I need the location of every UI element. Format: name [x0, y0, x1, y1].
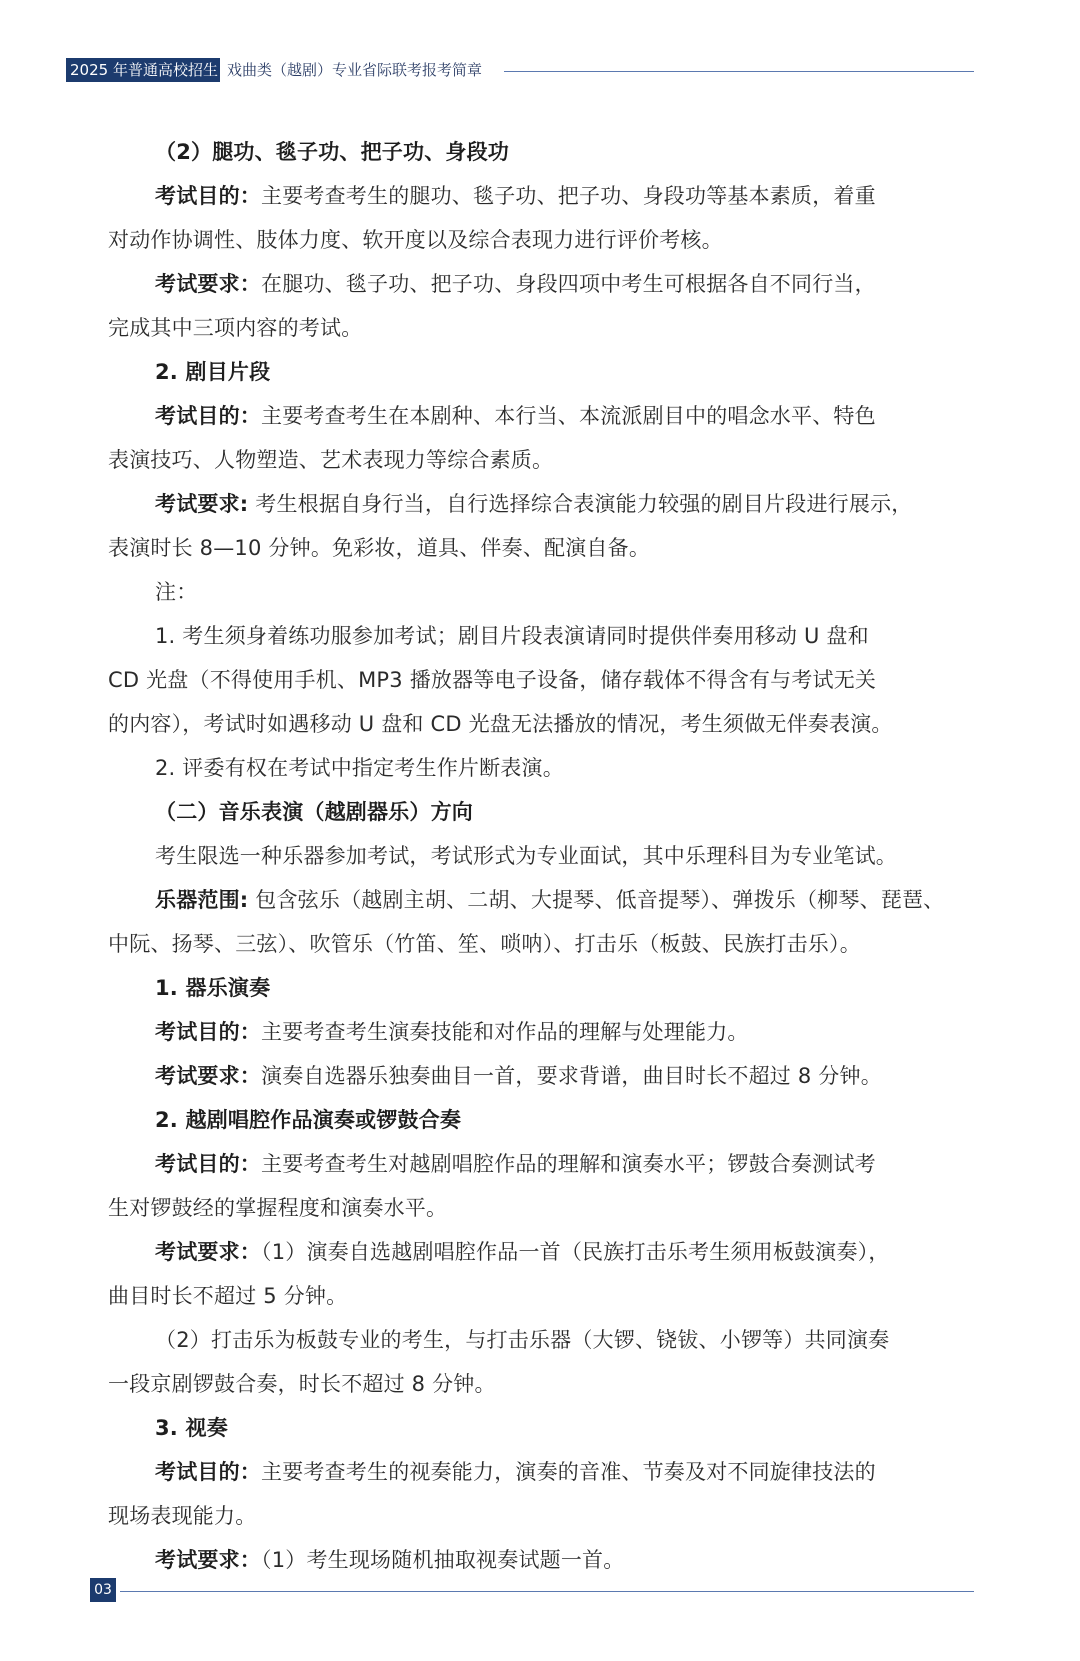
- paragraph-line: 考试要求：（1）演奏自选越剧唱腔作品一首（民族打击乐考生须用板鼓演奏），: [155, 1240, 890, 1264]
- paragraph-line: 一段京剧锣鼓合奏，时长不超过 8 分钟。: [108, 1372, 496, 1396]
- heading-vocal-or-gong: 2. 越剧唱腔作品演奏或锣鼓合奏: [155, 1108, 462, 1132]
- paragraph-line: 完成其中三项内容的考试。: [108, 316, 363, 340]
- header-year-badge: 2025 年普通高校招生: [66, 58, 220, 82]
- heading-repertoire: 2. 剧目片段: [155, 360, 271, 384]
- paragraph-line: 表演技巧、人物塑造、艺术表现力等综合素质。: [108, 448, 554, 472]
- paragraph-line: 生对锣鼓经的掌握程度和演奏水平。: [108, 1196, 448, 1220]
- paragraph-line: 考试目的：主要考查考生在本剧种、本行当、本流派剧目中的唱念水平、特色: [155, 404, 876, 428]
- note-label: 注：: [155, 580, 198, 604]
- heading-leg-work: （2）腿功、毯子功、把子功、身段功: [155, 140, 510, 164]
- paragraph-line: （2）打击乐为板鼓专业的考生，与打击乐器（大锣、铙钹、小锣等）共同演奏: [155, 1328, 890, 1352]
- paragraph-line: 考生限选一种乐器参加考试，考试形式为专业面试，其中乐理科目为专业笔试。: [155, 844, 897, 868]
- paragraph-line: 考试要求：在腿功、毯子功、把子功、身段四项中考生可根据各自不同行当，: [155, 272, 876, 296]
- page-footer: [90, 1578, 974, 1604]
- footer-divider: [120, 1591, 974, 1592]
- paragraph-line: 乐器范围: 包含弦乐（越剧主胡、二胡、大提琴、低音提琴）、弹拨乐（柳琴、琵琶、: [155, 888, 945, 912]
- paragraph-line: 1. 考生须身着练功服参加考试；剧目片段表演请同时提供伴奏用移动 U 盘和: [155, 624, 869, 648]
- paragraph-line: 考试目的：主要考查考生演奏技能和对作品的理解与处理能力。: [155, 1020, 749, 1044]
- paragraph-line: 考试目的：主要考查考生的腿功、毯子功、把子功、身段功等基本素质，着重: [155, 184, 876, 208]
- paragraph-line: 现场表现能力。: [108, 1504, 257, 1528]
- paragraph-line: 表演时长 8—10 分钟。免彩妆，道具、伴奏、配演自备。: [108, 536, 651, 560]
- paragraph-line: 考试目的：主要考查考生的视奏能力，演奏的音准、节奏及对不同旋律技法的: [155, 1460, 876, 1484]
- paragraph-line: 2. 评委有权在考试中指定考生作片断表演。: [155, 756, 564, 780]
- paragraph-line: CD 光盘（不得使用手机、MP3 播放器等电子设备，储存载体不得含有与考试无关: [108, 668, 877, 692]
- paragraph-line: 考试要求：演奏自选器乐独奏曲目一首，要求背谱，曲目时长不超过 8 分钟。: [155, 1064, 882, 1088]
- paragraph-line: 考试要求：（1）考生现场随机抽取视奏试题一首。: [155, 1548, 625, 1572]
- paragraph-line: 中阮、扬琴、三弦）、吹管乐（竹笛、笙、唢呐）、打击乐（板鼓、民族打击乐）。: [108, 932, 861, 956]
- page-body: [108, 130, 974, 1582]
- paragraph-line: 对动作协调性、肢体力度、软开度以及综合表现力进行评价考核。: [108, 228, 723, 252]
- paragraph-line: 曲目时长不超过 5 分钟。: [108, 1284, 348, 1308]
- heading-sight-reading: 3. 视奏: [155, 1416, 228, 1440]
- page-header: [66, 58, 974, 86]
- paragraph-line: 的内容），考试时如遇移动 U 盘和 CD 光盘无法播放的情况，考生须做无伴奏表演。: [108, 712, 893, 736]
- paragraph-line: 考试要求: 考生根据自身行当，自行选择综合表演能力较强的剧目片段进行展示，: [155, 492, 913, 516]
- header-divider: [504, 71, 974, 72]
- heading-instrumental: 1. 器乐演奏: [155, 976, 271, 1000]
- heading-music-performance: （二）音乐表演（越剧器乐）方向: [155, 800, 473, 824]
- header-title: 戏曲类（越剧）专业省际联考报考简章: [227, 61, 483, 79]
- paragraph-line: 考试目的：主要考查考生对越剧唱腔作品的理解和演奏水平；锣鼓合奏测试考: [155, 1152, 876, 1176]
- page-number: 03: [90, 1578, 116, 1602]
